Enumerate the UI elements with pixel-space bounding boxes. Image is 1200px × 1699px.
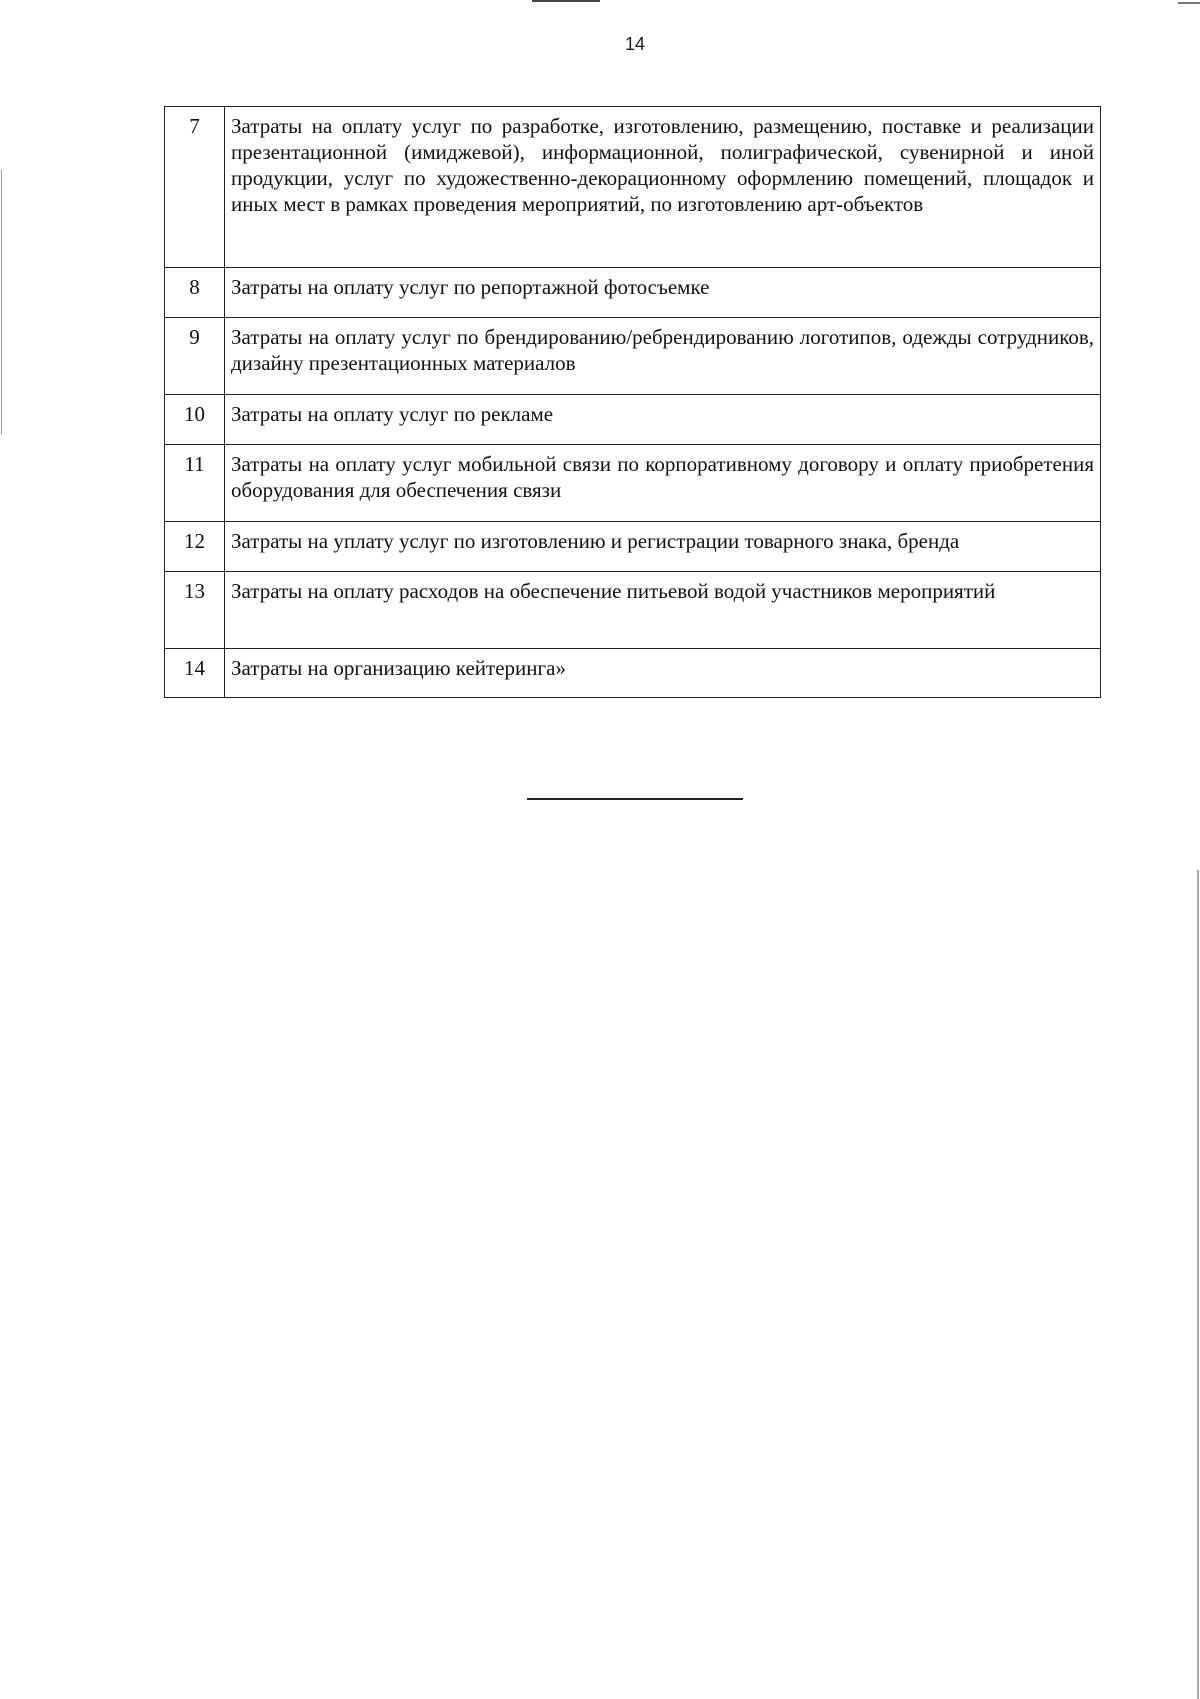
row-description: Затраты на организацию кейтеринга» <box>225 649 1101 698</box>
row-number: 10 <box>165 395 225 445</box>
table-row <box>165 649 1101 698</box>
end-of-document-line <box>527 798 743 800</box>
table-row <box>165 445 1101 522</box>
row-description: Затраты на оплату услуг по репортажной фотосъемке <box>225 268 1101 318</box>
row-number: 13 <box>165 572 225 649</box>
scan-left-edge <box>1 170 2 435</box>
row-description: Затраты на уплату услуг по изготовлению и регистрации товарного знака, бренда <box>225 522 1101 572</box>
table-row <box>165 522 1101 572</box>
row-number: 9 <box>165 318 225 395</box>
table-row <box>165 395 1101 445</box>
scan-right-edge <box>1197 870 1199 1699</box>
cost-items-table <box>164 106 1101 698</box>
row-description: Затраты на оплату услуг по разработке, изготовлению, размещению, поставке и реализации презентационной (имиджевой), информационной, полиграфической, сувенирной и иной продукции, услуг по художественно-декорационному оформлению помещений, площадок и иных мест в рамках проведения мероприятий, по изготовлению арт-объектов <box>225 107 1101 268</box>
row-description: Затраты на оплату услуг по брендированию/ребрендированию логотипов, одежды сотрудников, дизайну презентационных материалов <box>225 318 1101 395</box>
page-number: 14 <box>624 34 646 54</box>
row-description: Затраты на оплату расходов на обеспечение питьевой водой участников мероприятий <box>225 572 1101 649</box>
row-number: 7 <box>165 107 225 268</box>
scan-top-mark <box>532 0 600 2</box>
table-row <box>165 318 1101 395</box>
table-row <box>165 107 1101 268</box>
scan-corner-mark <box>1178 2 1200 4</box>
row-description: Затраты на оплату услуг мобильной связи по корпоративному договору и оплату приобретения оборудования для обеспечения связи <box>225 445 1101 522</box>
row-number: 14 <box>165 649 225 698</box>
row-number: 11 <box>165 445 225 522</box>
row-number: 8 <box>165 268 225 318</box>
row-number: 12 <box>165 522 225 572</box>
table-row <box>165 572 1101 649</box>
row-description: Затраты на оплату услуг по рекламе <box>225 395 1101 445</box>
table-row <box>165 268 1101 318</box>
